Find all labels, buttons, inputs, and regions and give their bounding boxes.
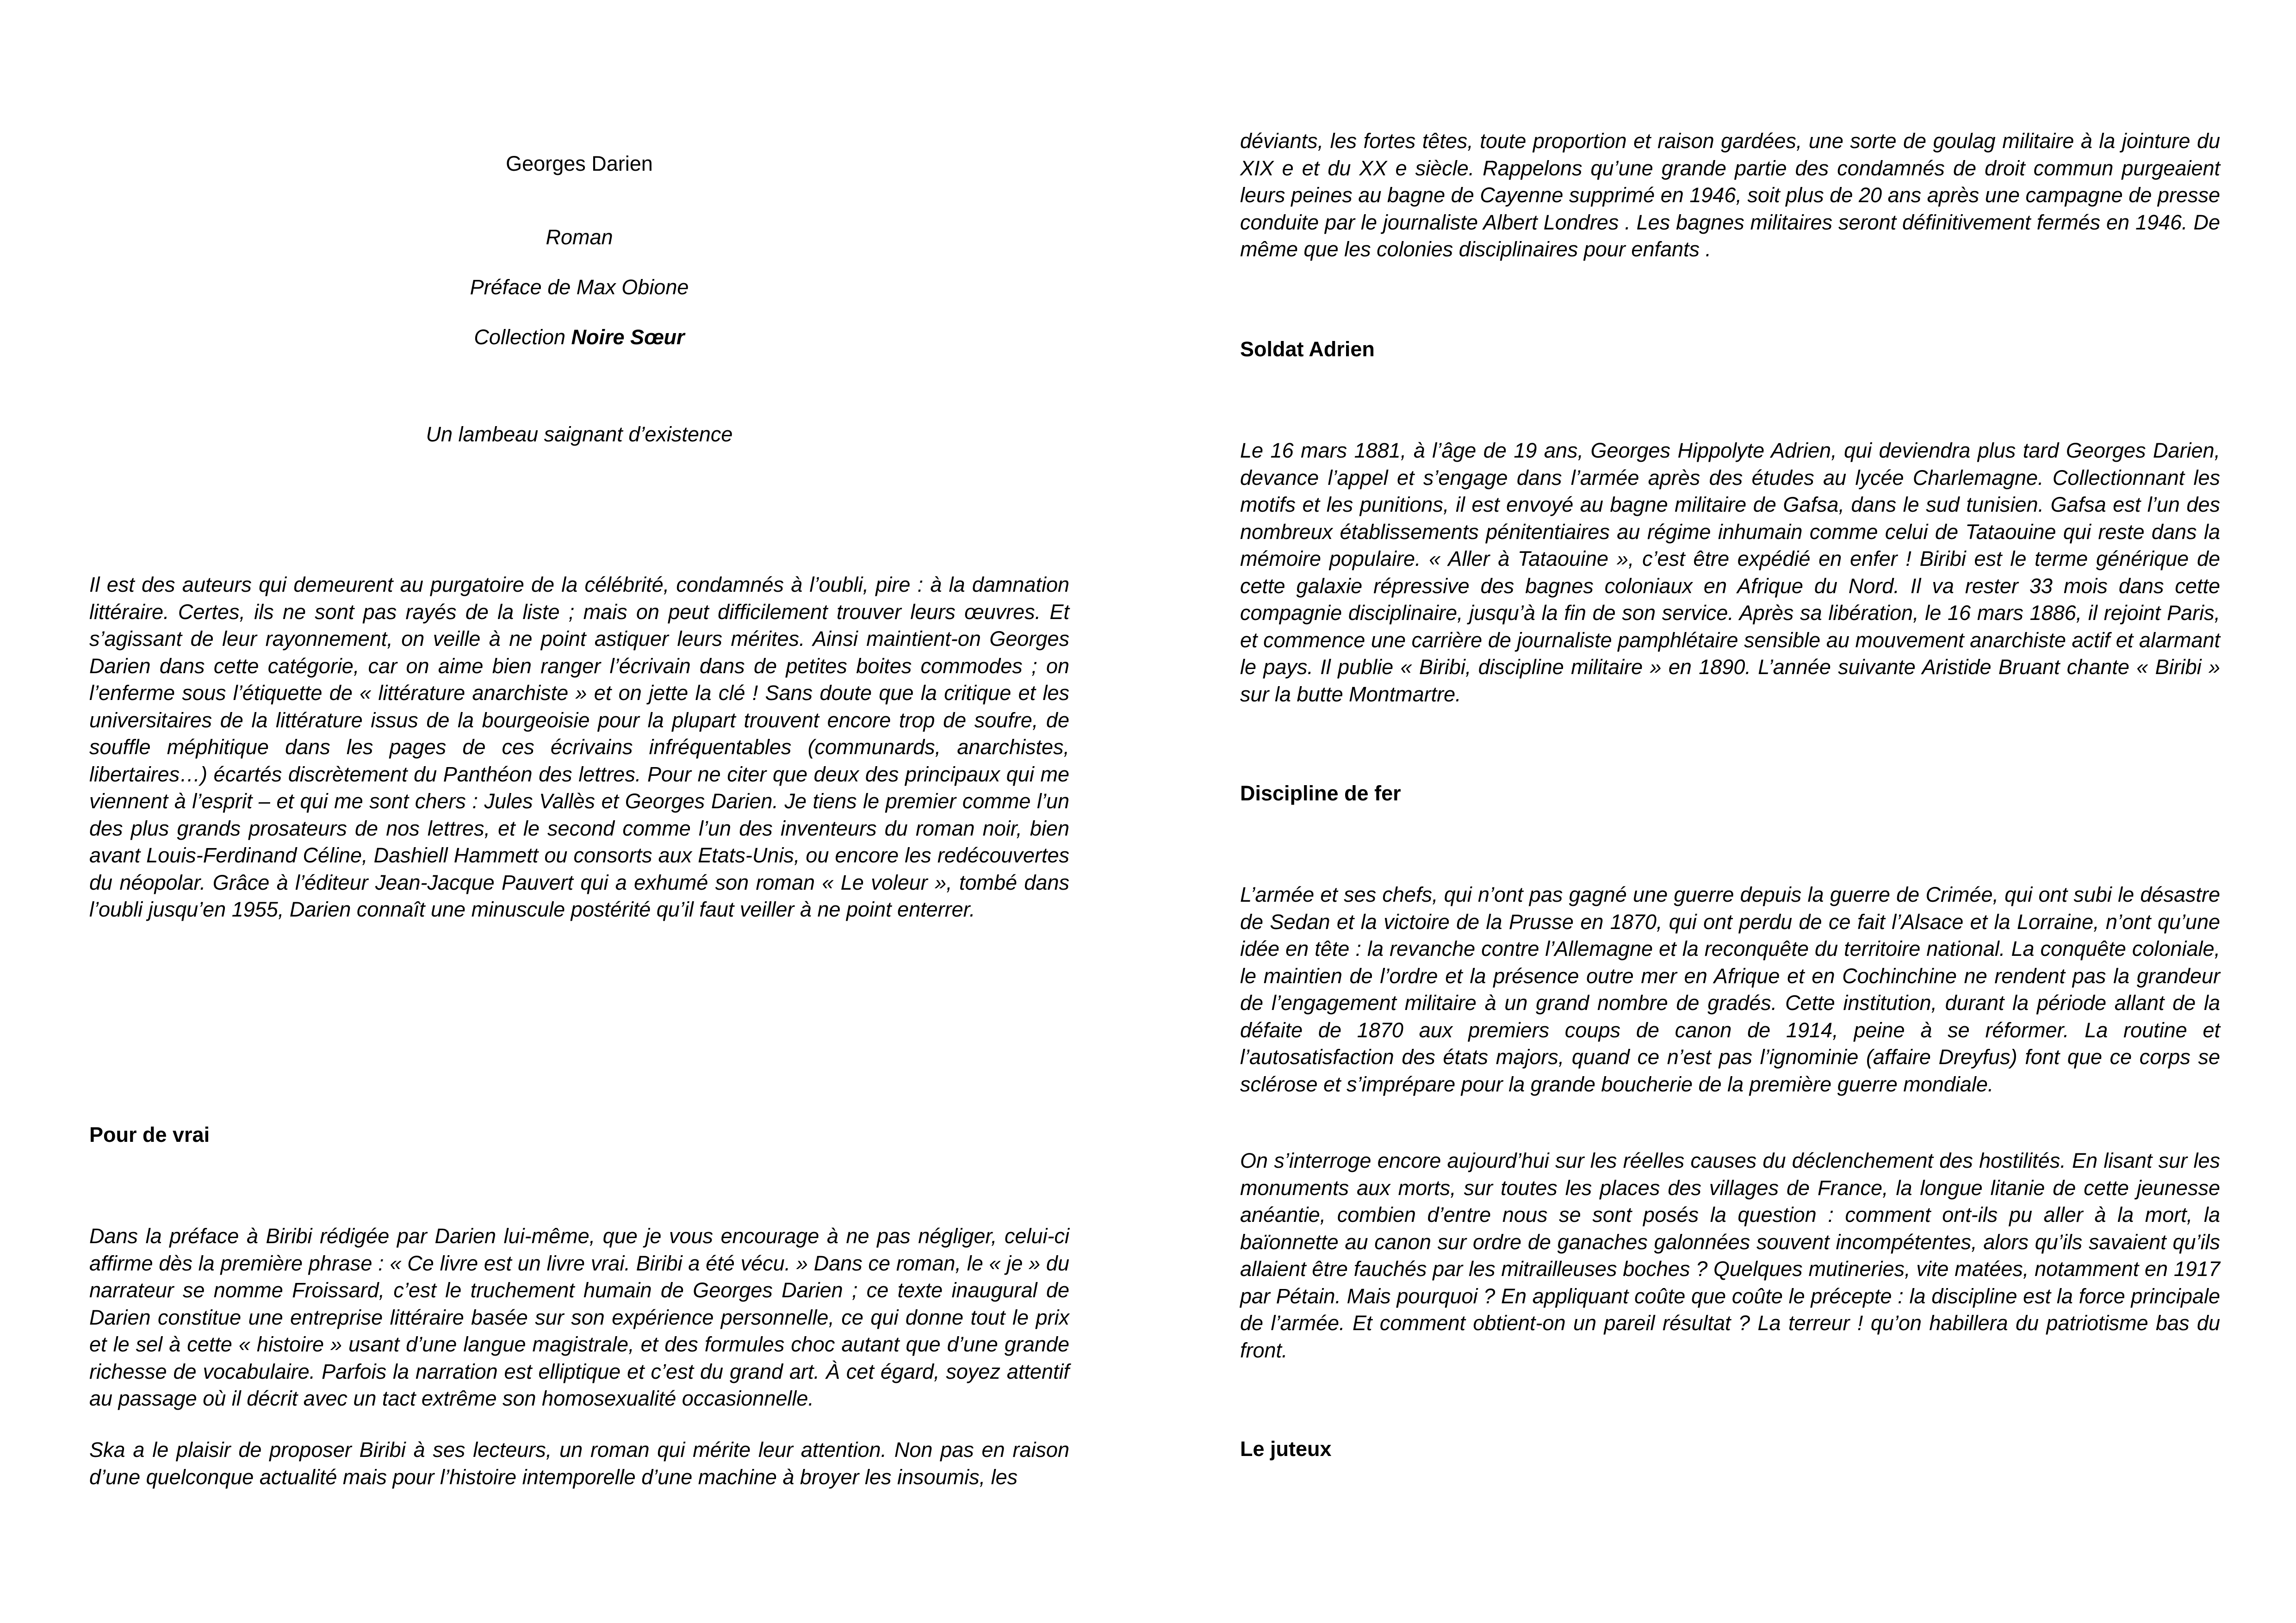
preface-credit: Préface de Max Obione bbox=[470, 275, 689, 299]
section-heading-soldat-adrien: Soldat Adrien bbox=[1240, 337, 1375, 361]
continuation-paragraph: déviants, les fortes têtes, toute proportion et raison gardées, une sorte de goulag militaire à la jointure du XIX e et du XX e siècle. Rappelons qu’une grande partie des condamnés de droit commun purgeaient leurs peines au bagne de Cayenne supprimé en 1946, soit plus de 20 ans après une campagne de presse conduite par le journaliste Albert Londres . Les bagnes militaires seront définitivement fermés en 1946. De même que les colonies disciplinaires pour enfants . bbox=[1240, 129, 2220, 261]
collection-name: Noire Sœur bbox=[571, 325, 685, 349]
collection-prefix: Collection bbox=[474, 325, 571, 349]
intro-paragraph: Il est des auteurs qui demeurent au purgatoire de la célébrité, condamnés à l’oubli, pire : à la damnation littéraire. Certes, ils ne sont pas rayés de la liste ; mais on peut difficilement trouver leurs œuvres. Et s’agissant de leur rayonnement, on veille à ne point astiquer leurs mérites. Ainsi maintient-on Georges Darien dans cette catégorie, car on aime bien ranger l’écrivain dans de petites boites commodes ; on l’enferme sous l’étiquette de « littérature anarchiste » et on jette la clé ! Sans doute que la critique et les universitaires de la littérature issus de la bourgeoisie pour la plupart trouvent encore trop de soufre, de souffle méphitique dans les pages de ces écrivains infréquentables (communards, anarchistes, libertaires…) écartés discrètement du Panthéon des lettres. Pour ne citer que deux des principaux qui me viennent à l’esprit – et qui me sont chers : Jules Vallès et Georges Darien. Je tiens le premier comme l’un des plus grands prosateurs de nos lettres, et le second comme l’un des inventeurs du roman noir, bien avant Louis-Ferdinand Céline, Dashiell Hammett ou consorts aux Etats-Unis, ou encore les redécouvertes du néopolar. Grâce à l’éditeur Jean-Jacque Pauvert qui a exhumé son roman « Le voleur », tombé dans l’oubli jusqu’en 1955, Darien connaît une minuscule postérité qu’il faut veiller à ne point enterrer. bbox=[89, 573, 1069, 921]
pour-de-vrai-paragraph-2: Ska a le plaisir de proposer Biribi à ses lecteurs, un roman qui mérite leur attention. Non pas en raison d’une quelconque actualité mais pour l’histoire intemporelle d’une machine à broyer les insoumis, les bbox=[89, 1438, 1069, 1489]
section-heading-pour-de-vrai: Pour de vrai bbox=[89, 1123, 210, 1146]
preface-subtitle: Un lambeau saignant d’existence bbox=[426, 422, 733, 446]
discipline-paragraph-1: L’armée et ses chefs, qui n’ont pas gagné une guerre depuis la guerre de Crimée, qui ont subi le désastre de Sedan et la victoire de la Prusse en 1870, qui ont perdu de ce fait l’Alsace et la Lorraine, n’ont qu’une idée en tête : la revanche contre l’Allemagne et la reconquête du territoire national. La conquête coloniale, le maintien de l’ordre et la présence outre mer en Afrique et en Cochinchine ne rendent pas la grandeur de l’engagement militaire à un grand nombre de gradés. Cette institution, durant la période allant de la défaite de 1870 aux premiers coups de canon de 1914, peine à se réformer. La routine et l’autosatisfaction des états majors, quand ce n’est pas l’ignominie (affaire Dreyfus) font que ce corps se sclérose et s’imprépare pour la grande boucherie de la première guerre mondiale. bbox=[1240, 883, 2220, 1096]
discipline-paragraph-2: On s’interroge encore aujourd’hui sur les réelles causes du déclenchement des hostilités. En lisant sur les monuments aux morts, sur toutes les places des villages de France, la longue litanie de cette jeunesse anéantie, combien d’entre nous se sont posés la question : comment ont-ils pu aller à la mort, la baïonnette au canon sur ordre de ganaches galonnées souvent incompétentes, alors qu’ils savaient qu’ils allaient être fauchés par les mitrailleuses boches ? Quelques mutineries, vite matées, notamment en 1917 par Pétain. Mais pourquoi ? En appliquant coûte que coûte le précepte : la discipline est la force principale de l’armée. Et comment obtient-on un pareil résultat ? La terreur ! qu’on habillera du patriotisme bas du front. bbox=[1240, 1149, 2220, 1362]
collection-line bbox=[89, 324, 1069, 351]
pour-de-vrai-paragraph-1: Dans la préface à Biribi rédigée par Darien lui-même, que je vous encourage à ne pas négliger, celui-ci affirme dès la première phrase : « Ce livre est un livre vrai. Biribi a été vécu. » Dans ce roman, le « je » du narrateur se nomme Froissard, c’est le truchement humain de Georges Darien ; ce texte inaugural de Darien constitue une entreprise littéraire basée sur son expérience personnelle, ce qui donne tout le prix et le sel à cette « histoire » usant d’une langue magistrale, et des formules choc autant que d’une grande richesse de vocabulaire. Parfois la narration est elliptique et c’est du grand art. À cet égard, soyez attentif au passage où il décrit avec un tact extrême son homosexualité occasionnelle. bbox=[89, 1224, 1069, 1410]
soldat-adrien-paragraph: Le 16 mars 1881, à l’âge de 19 ans, Georges Hippolyte Adrien, qui deviendra plus tard Georges Darien, devance l’appel et s’engage dans l’armée après des études au lycée Charlemagne. Collectionnant les motifs et les punitions, il est envoyé au bagne militaire de Gafsa, dans le sud tunisien. Gafsa est l’un des nombreux établissements pénitentiaires au régime inhumain comme celui de Tataouine qui reste dans la mémoire populaire. « Aller à Tataouine », c’est être expédié en enfer ! Biribi est le terme générique de cette galaxie répressive des bagnes coloniaux en Afrique du Nord. Il va rester 33 mois dans cette compagnie disciplinaire, jusqu’à la fin de son service. Après sa libération, le 16 mars 1886, il rejoint Paris, et commence une carrière de journaliste pamphlétaire sensible au mouvement anarchiste actif et alarmant le pays. Il publie « Biribi, discipline militaire » en 1890. L’année suivante Aristide Bruant chante « Biribi » sur la butte Montmartre. bbox=[1240, 439, 2220, 706]
author-name: Georges Darien bbox=[506, 152, 653, 175]
section-heading-le-juteux: Le juteux bbox=[1240, 1437, 1332, 1461]
genre-label: Roman bbox=[546, 225, 613, 249]
section-heading-discipline-de-fer: Discipline de fer bbox=[1240, 781, 1401, 805]
